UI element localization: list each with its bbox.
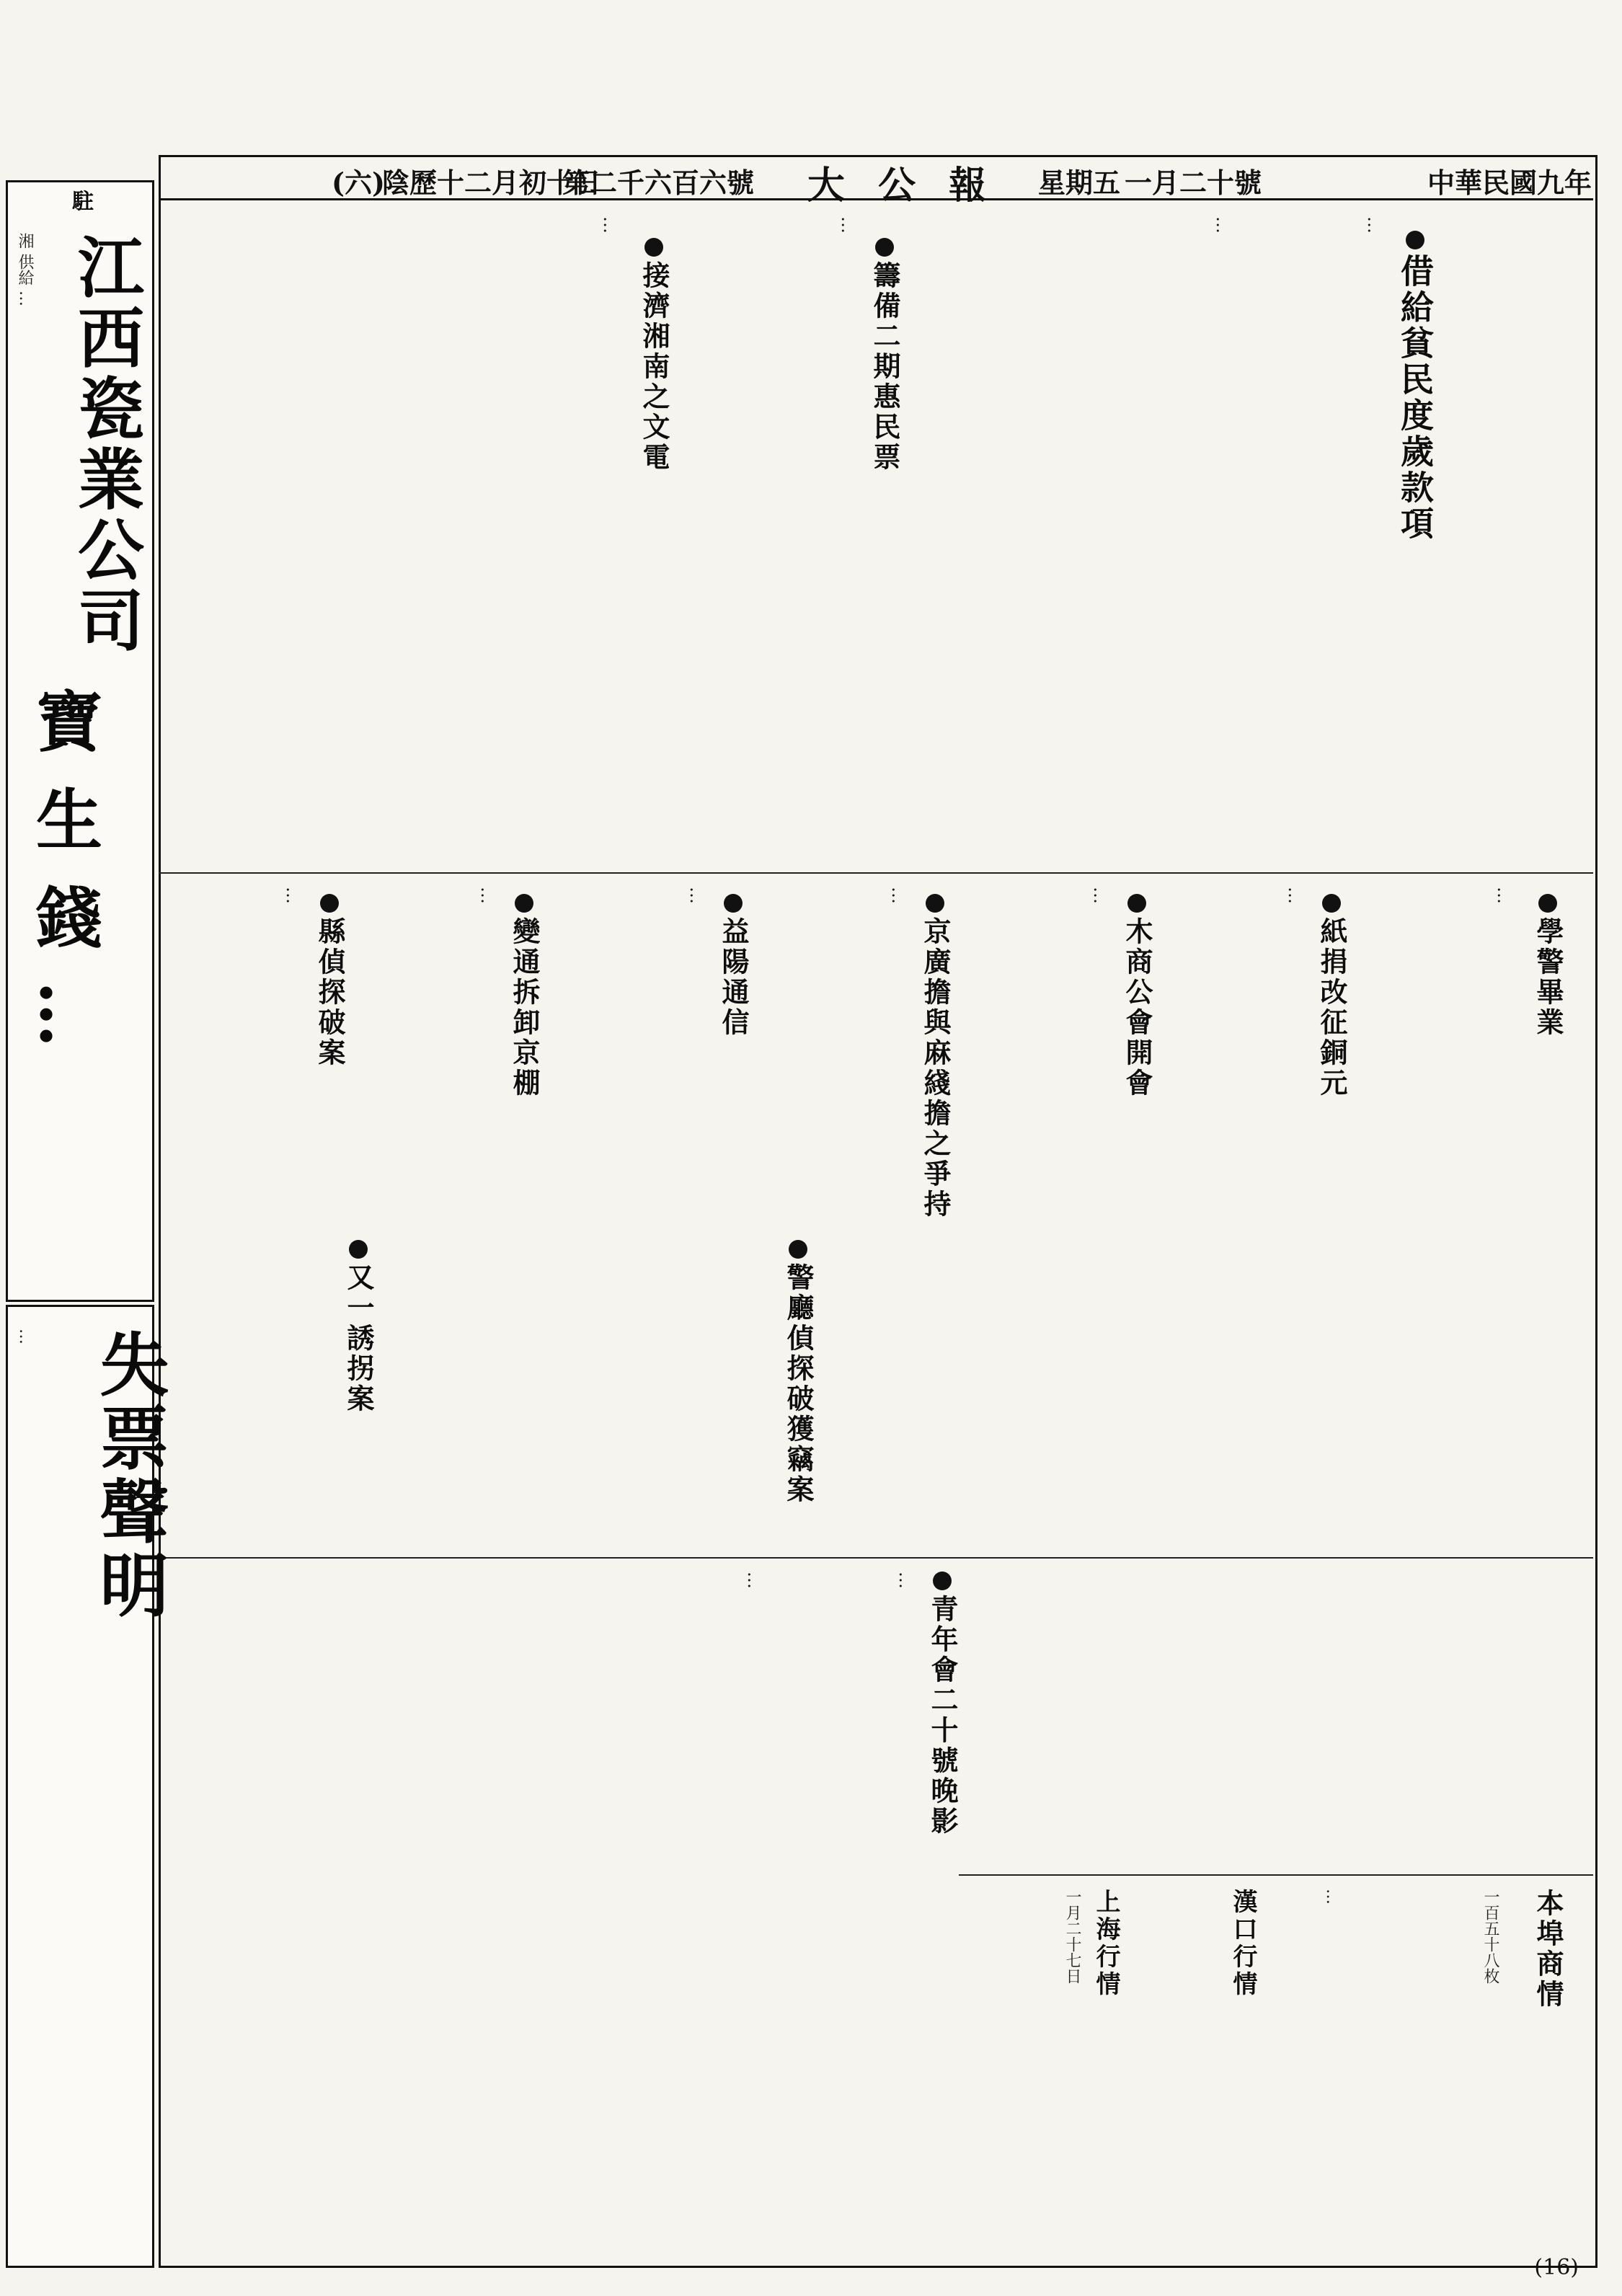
market-line-1: 一月二十七日: [1063, 1889, 1081, 1984]
ad-box-notice: [6, 1305, 170, 2268]
article-body-8: …: [888, 887, 908, 905]
article-title-8: 京廣擔與麻綫擔之爭持: [916, 894, 955, 1220]
article-body-10: …: [283, 887, 303, 905]
article-title-1: 借給貧民度歲款項: [1391, 231, 1439, 542]
ad-company-name: 江西瓷業公司: [67, 233, 145, 657]
article-body-7: …: [1090, 887, 1110, 905]
article-title-2: 籌備二期惠民票: [865, 238, 905, 473]
article-body-13: …: [895, 1572, 916, 1590]
article-title-4: 益陽通信: [714, 894, 753, 1038]
article-body-9: …: [477, 887, 497, 905]
ad-strip: [6, 180, 170, 2264]
market-hankou-title: 漢口行情: [1228, 1889, 1257, 1998]
band-rule-1: [159, 872, 1593, 874]
article-body-12: …: [744, 1572, 764, 1590]
ad-notice-body: …: [16, 1329, 34, 1344]
article-body-5: …: [1494, 887, 1514, 905]
ad-store-name: 寶 生 錢 …: [25, 687, 103, 1052]
article-title-12: 又一誘拐案: [339, 1240, 378, 1414]
ad-company-prefix: 駐: [68, 190, 93, 216]
weekday: 星期五: [1038, 167, 1121, 199]
article-body-1: …: [1364, 216, 1384, 234]
article-title-13: 青年會二十號晚影: [923, 1572, 962, 1837]
date-suffix: 一月二十號: [1125, 167, 1262, 199]
article-body-1b: …: [1213, 216, 1233, 234]
page-number: (16): [1534, 2255, 1579, 2280]
article-title-7: 木商公會開會: [1117, 894, 1157, 1099]
market-shanghai-title: 上海行情: [1091, 1889, 1120, 1998]
article-title-3: 接濟湘南之文電: [634, 238, 674, 473]
date-prefix: 中華民國九年: [1427, 167, 1592, 199]
ad-company-small: 湘 供給 …: [16, 233, 34, 306]
article-body-3: …: [600, 216, 620, 234]
ad-notice-title: 失票聲明: [89, 1329, 170, 1623]
article-title-11: 警廳偵探破獲竊案: [779, 1240, 818, 1505]
market-title: 本埠商情: [1532, 1889, 1564, 2010]
paper-name: 大 公 報: [807, 164, 997, 208]
article-title-5: 學警畢業: [1528, 894, 1568, 1038]
article-title-9: 變通拆卸京棚: [505, 894, 544, 1099]
page-marker: (六): [332, 167, 385, 199]
lunar-date: 陰歷十二月初十日: [382, 167, 602, 199]
article-body-6: …: [1285, 887, 1305, 905]
article-title-10: 縣偵探破案: [310, 894, 350, 1068]
article-body-2: …: [838, 216, 858, 234]
issue-number: 第二千六百六號: [562, 167, 755, 199]
article-body-4: …: [686, 887, 706, 905]
market-line-2: 一百五十八枚: [1481, 1889, 1499, 1984]
band-rule-2: [159, 1557, 1593, 1559]
market-line-3: …: [1323, 1889, 1341, 1905]
ad-box-company: [6, 180, 154, 1302]
market-rule: [959, 1874, 1593, 1876]
article-title-6: 紙捐改征銅元: [1312, 894, 1352, 1099]
